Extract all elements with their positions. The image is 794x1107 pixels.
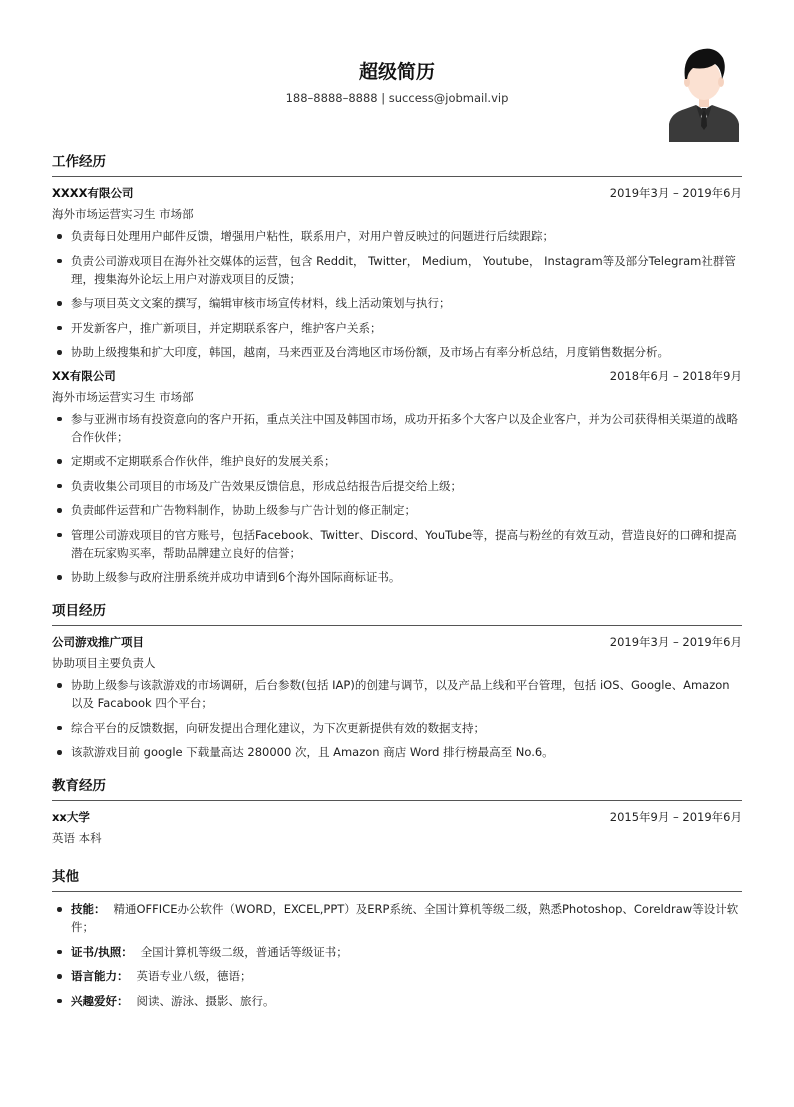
item-label: 技能： (71, 902, 106, 916)
item-text: 全国计算机等级二级，普通话等级证书； (140, 944, 348, 959)
projects-section (52, 599, 742, 761)
other-section (52, 865, 742, 1010)
list-item (52, 900, 742, 936)
education-section-title: 教育经历 (52, 774, 742, 801)
bullet-list (52, 676, 742, 761)
list-item: 参与亚洲市场有投资意向的客户开拓，重点关注中国及韩国市场，成功开拓多个大客户以及企业客户，并为公司获得相关渠道的战略合作伙伴； (52, 410, 742, 446)
list-item (52, 967, 742, 985)
resume-name: 超级简历 (358, 61, 435, 83)
list-item: 管理公司游戏项目的官方账号，包括Facebook、Twitter、Discord、YouTube等，提高与粉丝的有效互动，营造良好的口碑和提高潜在玩家购买率，帮助品牌建立良好的信誉； (52, 526, 742, 562)
projects-section-title: 项目经历 (52, 599, 742, 626)
list-item: 负责收集公司项目的市场及广告效果反馈信息，形成总结报告后提交给上级； (52, 477, 742, 495)
work-section-title: 工作经历 (52, 150, 742, 177)
avatar-icon (669, 46, 739, 142)
item-text: 阅读、游泳、摄影、旅行。 (136, 993, 275, 1008)
contact-info: 188–8888–8888 | success@jobmail.vip (285, 91, 509, 105)
work-entry (52, 185, 742, 361)
list-item: 参与项目英文文案的撰写，编辑审核市场宣传材料，线上活动策划与执行； (52, 294, 742, 312)
resume-header (52, 0, 742, 150)
item-text: 精通OFFICE办公软件（WORD，EXCEL,PPT）及ERP系统、全国计算机等级二级，熟悉Photoshop、Coreldraw等设计软件； (71, 902, 739, 934)
list-item: 协助上级搜集和扩大印度，韩国，越南，马来西亚及台湾地区市场份额，及市场占有率分析总结，月度销售数据分析。 (52, 343, 742, 361)
list-item: 开发新客户，推广新项目，并定期联系客户，维护客户关系； (52, 319, 742, 337)
bullet-list (52, 900, 742, 1010)
job-role: 海外市场运营实习生 市场部 (52, 207, 194, 221)
company-name: XXXX有限公司 (52, 186, 134, 200)
list-item (52, 943, 742, 961)
project-entry (52, 634, 742, 761)
list-item: 定期或不定期联系合作伙伴，维护良好的发展关系； (52, 452, 742, 470)
resume-page (52, 0, 742, 1107)
list-item: 综合平台的反馈数据，向研发提出合理化建议，为下次更新提供有效的数据支持； (52, 719, 742, 737)
project-role: 协助项目主要负责人 (52, 656, 156, 670)
other-section-title: 其他 (52, 865, 742, 892)
list-item: 负责公司游戏项目在海外社交媒体的运营，包含 Reddit， Twitter， Medium， Youtube， Instagram等及部分Telegram社群管理，搜集海外论坛上用户对游戏项目的反馈； (52, 252, 742, 288)
education-section (52, 774, 742, 851)
company-name: XX有限公司 (52, 368, 116, 383)
bullet-list (52, 227, 742, 361)
item-label: 语言能力： (71, 969, 129, 983)
education-entry (52, 809, 742, 851)
job-role: 海外市场运营实习生 市场部 (52, 389, 194, 404)
bullet-list (52, 410, 742, 587)
school-name: xx大学 (52, 810, 90, 824)
date-range: 2019年3月 – 2019年6月 (609, 186, 742, 200)
date-range: 2018年6月 – 2018年9月 (609, 368, 742, 383)
date-range: 2019年3月 – 2019年6月 (609, 635, 742, 649)
work-section (52, 150, 742, 586)
item-label: 证书/执照： (71, 944, 133, 959)
list-item: 负责每日处理用户邮件反馈，增强用户粘性，联系用户，对用户曾反映过的问题进行后续跟踪； (52, 227, 742, 245)
item-label: 兴趣爱好： (71, 993, 129, 1008)
list-item: 负责邮件运营和广告物料制作，协助上级参与广告计划的修正制定； (52, 501, 742, 519)
project-name: 公司游戏推广项目 (52, 635, 144, 649)
item-text: 英语专业八级，德语； (136, 969, 252, 983)
work-entry (52, 368, 742, 587)
list-item (52, 992, 742, 1010)
list-item: 协助上级参与政府注册系统并成功申请到6个海外国际商标证书。 (52, 568, 742, 586)
date-range: 2015年9月 – 2019年6月 (609, 810, 742, 824)
list-item: 协助上级参与该款游戏的市场调研，后台参数(包括 IAP)的创建与调节，以及产品上线和平台管理，包括 iOS、Google、Amazon 以及 Facabook 四个平台； (52, 676, 742, 712)
degree: 英语 本科 (52, 831, 102, 845)
list-item: 该款游戏目前 google 下载量高达 280000 次，且 Amazon 商店 Word 排行榜最高至 No.6。 (52, 743, 742, 761)
